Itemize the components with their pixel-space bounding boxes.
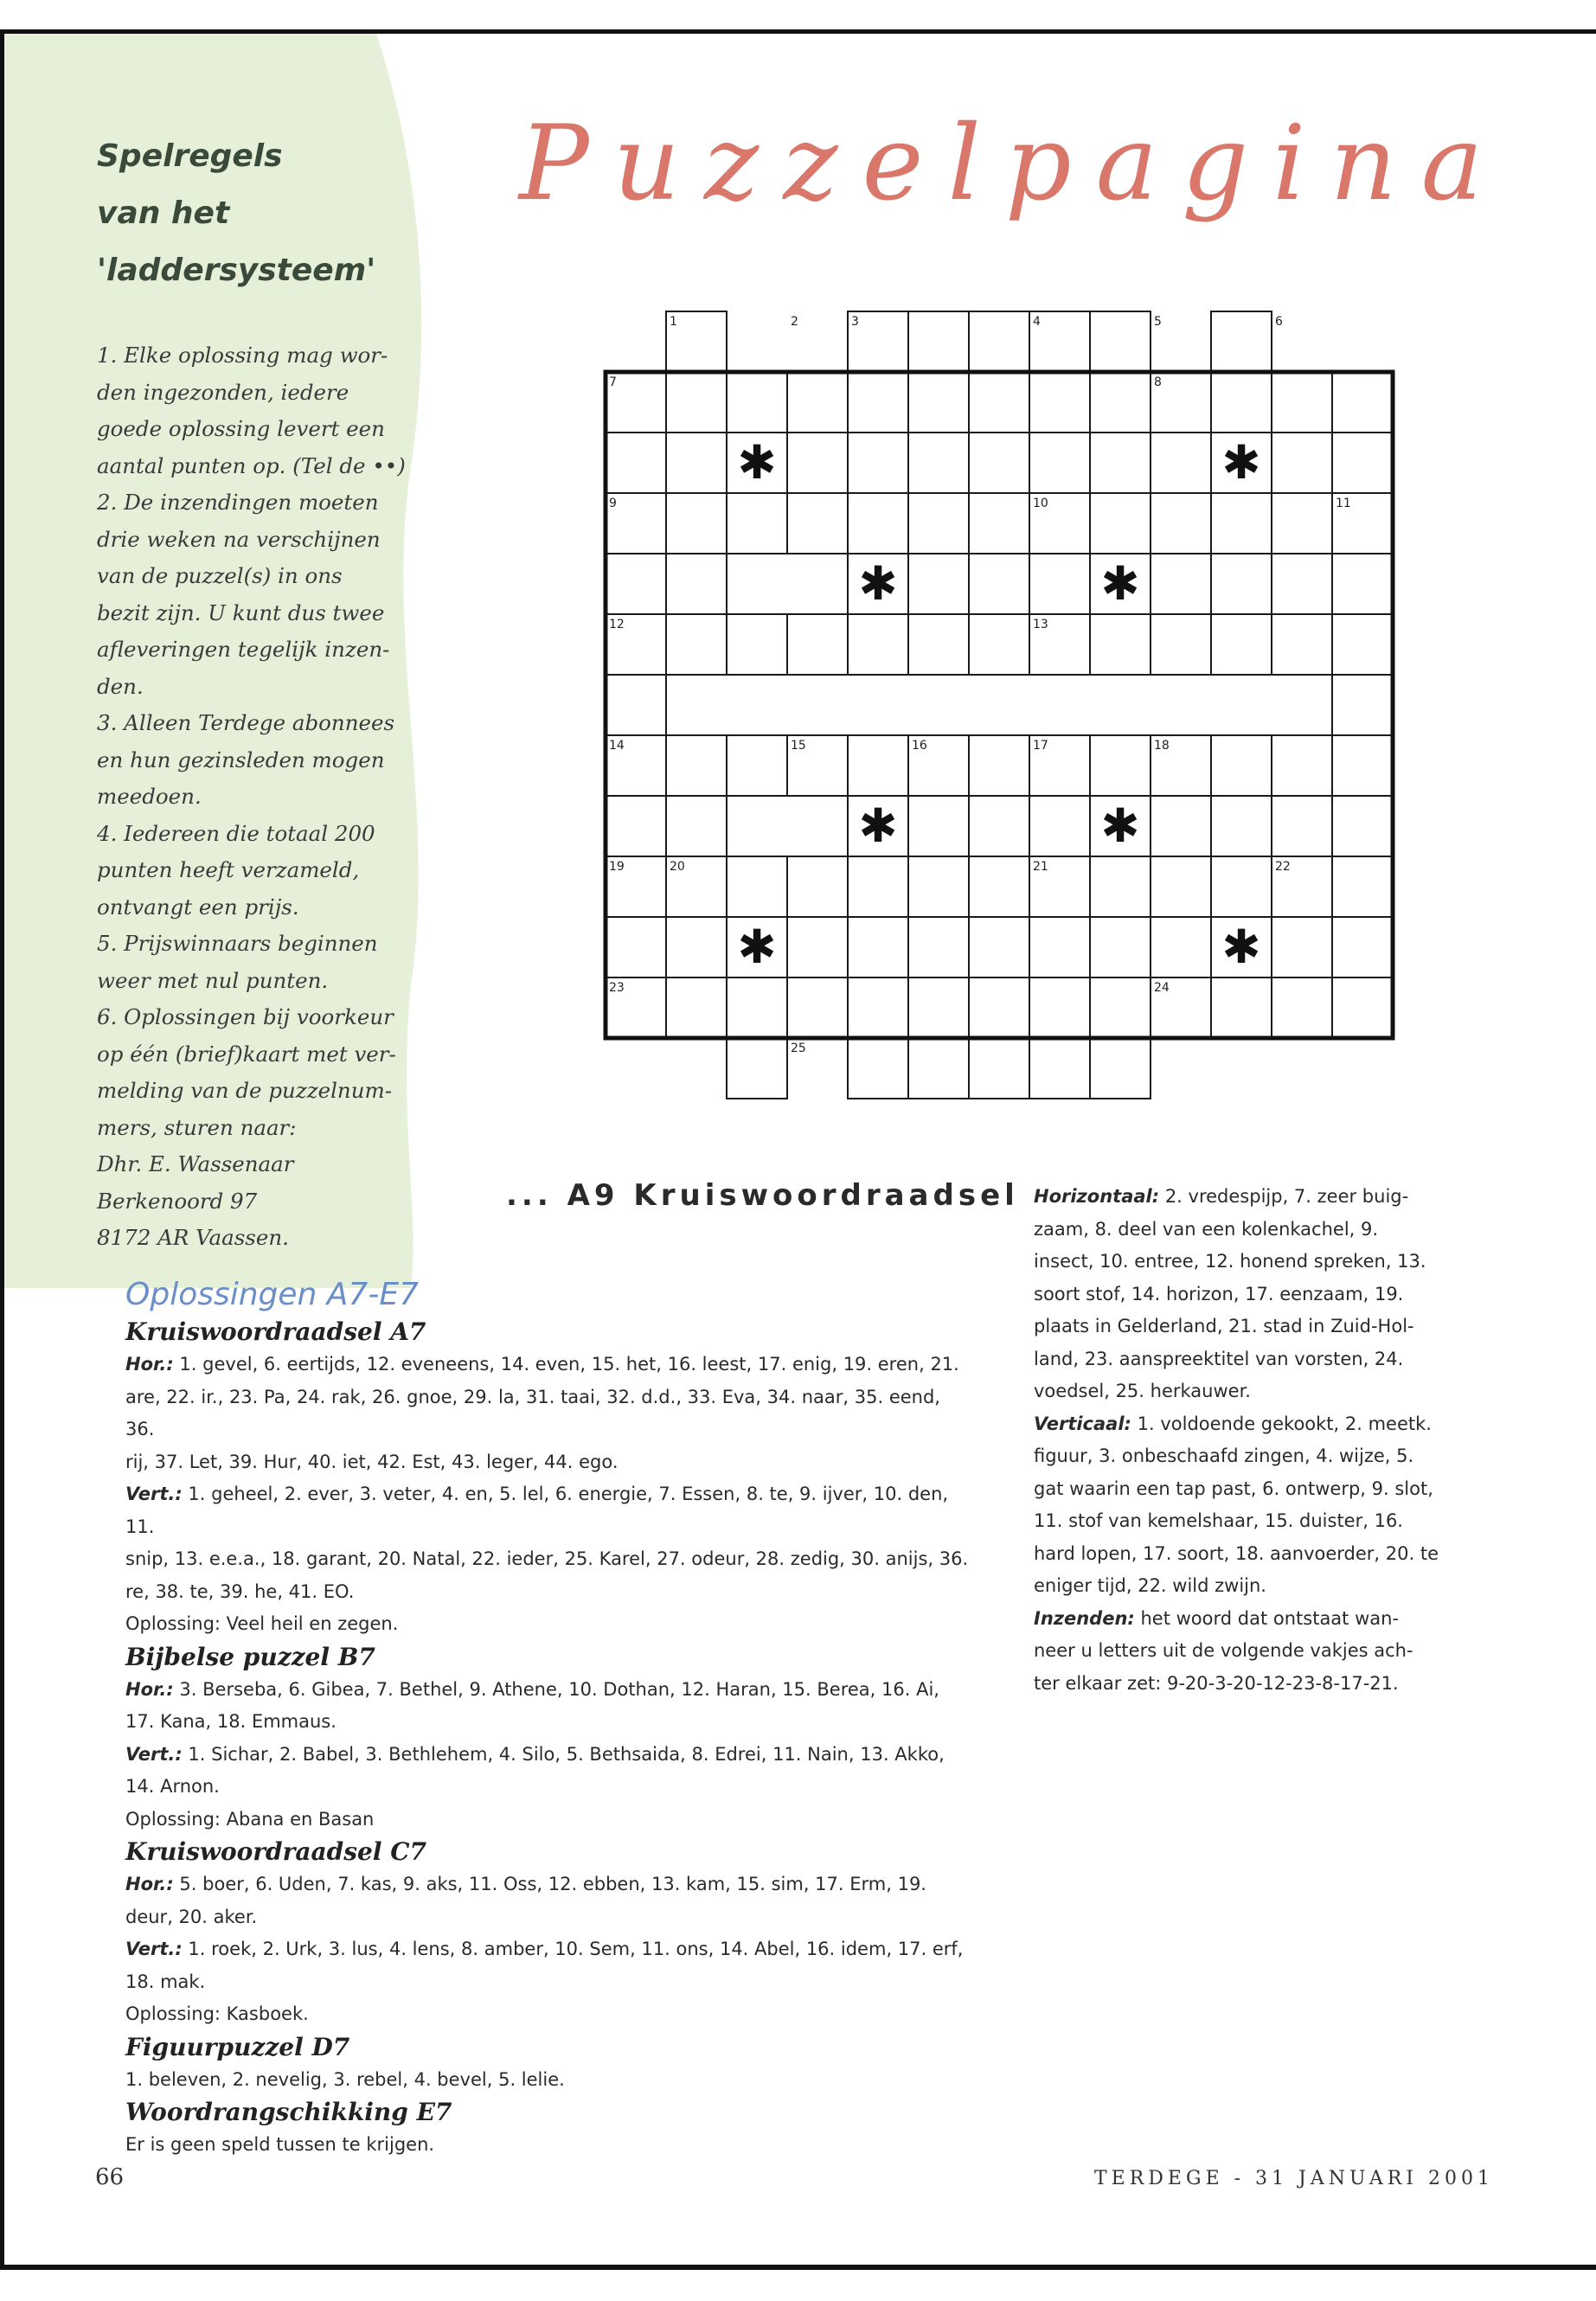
cell-number: 10 (1033, 497, 1048, 510)
grid-cell[interactable] (1090, 977, 1151, 1038)
grid-cell[interactable] (1090, 735, 1151, 796)
grid-cell[interactable] (666, 977, 727, 1038)
grid-cell[interactable] (727, 493, 787, 554)
grid-cell[interactable] (1272, 735, 1332, 796)
grid-cell[interactable] (727, 977, 787, 1038)
vert-label: Vert.: (125, 1939, 183, 1959)
grid-cell[interactable] (969, 614, 1029, 675)
solution-answer: Oplossing: Veel heil en zegen. (125, 1613, 399, 1634)
solution-text: 1. Sichar, 2. Babel, 3. Bethlehem, 4. Silo, 5. Bethsaida, 8. Edrei, 11. Nain, 13. Akko, (182, 1743, 945, 1765)
rule-line: bezit zijn. U kunt dus twee (97, 599, 385, 625)
rule-line: 6. Oplossingen bij voorkeur (97, 1004, 394, 1029)
rule-line: goede oplossing levert een (97, 416, 385, 441)
rule-line: op één (brief)kaart met ver- (97, 1041, 396, 1067)
clue-line: neer u letters uit de volgende vakjes ach- (1034, 1640, 1413, 1661)
rule-line: den ingezonden, iedere (97, 379, 349, 405)
grid-cell[interactable] (787, 856, 848, 917)
solution-heading: Figuurpuzzel D7 (125, 2032, 350, 2061)
grid-cell[interactable] (787, 433, 848, 493)
rule-line: meedoen. (97, 784, 202, 809)
solution-text: 5. boer, 6. Uden, 7. kas, 9. aks, 11. Oss, 12. ebben, 13. kam, 15. sim, 17. Erm, 19. (173, 1874, 926, 1894)
solution-line (125, 1868, 973, 1901)
clue-line: land, 23. aanspreektitel van vorsten, 24. (1034, 1348, 1404, 1369)
grid-cell[interactable] (666, 493, 727, 554)
rules-title (97, 128, 408, 299)
solutions-title: Oplossingen A7-E7 (125, 1277, 419, 1312)
grid-cell[interactable] (606, 554, 666, 614)
solution-line: are, 22. ir., 23. Pa, 24. rak, 26. gnoe, 29. la, 31. taai, 32. d.d., 33. Eva, 34. naar, 35. eend, 36. (125, 1386, 940, 1439)
grid-cell[interactable] (727, 856, 787, 917)
rule-line: 4. Iedereen die totaal 200 (97, 820, 375, 846)
rule-line: 5. Prijswinnaars beginnen (97, 931, 378, 956)
grid-cell[interactable] (1090, 856, 1151, 917)
cell-number: 9 (609, 497, 617, 510)
solution-line: snip, 13. e.e.a., 18. garant, 20. Natal, 22. ieder, 25. Karel, 27. odeur, 28. zedig, 30. anijs, 36. (125, 1548, 969, 1569)
rule-line: drie weken na verschijnen (97, 526, 381, 552)
cell-number: 6 (1275, 315, 1283, 329)
grid-cell[interactable] (1151, 856, 1211, 917)
grid-cell[interactable] (666, 614, 727, 675)
grid-cell[interactable] (1332, 614, 1393, 675)
grid-cell[interactable] (787, 493, 848, 554)
grid-cell[interactable] (908, 1038, 969, 1099)
cell-number: 3 (851, 315, 859, 329)
clue-line: 2. vredespijp, 7. zeer buig- (1159, 1186, 1409, 1207)
clue-line: zaam, 8. deel van een kolenkachel, 9. (1034, 1218, 1379, 1240)
cell-number: 17 (1033, 739, 1048, 753)
solution-line (125, 1739, 973, 1772)
grid-cell[interactable] (1029, 796, 1090, 856)
cell-number: 14 (609, 739, 625, 753)
grid-cell[interactable] (1090, 311, 1151, 372)
solution-text: 1. gevel, 6. eertijds, 12. eveneens, 14. even, 15. het, 16. leest, 17. enig, 19. eren, 21. (173, 1354, 959, 1375)
cell-number: 21 (1033, 860, 1048, 874)
address-street: Berkenoord 97 (97, 1188, 258, 1214)
clue-line: voedsel, 25. herkauwer. (1034, 1381, 1251, 1401)
clues-horizontal (1034, 1181, 1440, 1408)
crossword-grid[interactable] (597, 307, 1410, 1129)
solution-heading: Kruiswoordraadsel A7 (125, 1317, 426, 1346)
star-icon: ✱ (737, 920, 777, 974)
grid-cell[interactable] (1272, 796, 1332, 856)
solution-line: re, 38. te, 39. he, 41. EO. (125, 1580, 355, 1602)
cell-number: 8 (1154, 375, 1162, 389)
grid-cell[interactable] (787, 917, 848, 977)
grid-cell[interactable] (908, 493, 969, 554)
rules-section (97, 128, 408, 1257)
clue-line: eniger tijd, 22. wild zwijn. (1034, 1575, 1266, 1596)
cell-number: 24 (1154, 981, 1170, 995)
grid-cell[interactable] (1090, 372, 1151, 433)
cell-number: 1 (670, 315, 677, 329)
clue-line: 11. stof van kemelshaar, 15. duister, 16. (1034, 1510, 1403, 1531)
address-city: 8172 AR Vaassen. (97, 1225, 289, 1250)
cell-number: 4 (1033, 315, 1041, 329)
star-icon: ✱ (1221, 920, 1261, 974)
cell-number: 25 (791, 1042, 806, 1055)
cell-number: 19 (609, 860, 625, 874)
solution-line: 17. Kana, 18. Emmaus. (125, 1711, 337, 1732)
vert-label: Vert.: (125, 1484, 183, 1504)
grid-cell[interactable] (1332, 856, 1393, 917)
solution-heading: Kruiswoordraadsel C7 (125, 1837, 426, 1866)
top-frame (0, 0, 1596, 34)
grid-cell[interactable] (969, 917, 1029, 977)
grid-cell[interactable] (727, 735, 787, 796)
grid-cell[interactable] (606, 917, 666, 977)
grid-cell[interactable] (1332, 796, 1393, 856)
rule-line: mers, sturen naar: (97, 1114, 297, 1140)
rule-line: van de puzzel(s) in ons (97, 563, 343, 588)
grid-cell[interactable] (1029, 917, 1090, 977)
solution-heading: Bijbelse puzzel B7 (125, 1642, 375, 1671)
grid-cell[interactable] (848, 977, 908, 1038)
grid-cell[interactable] (969, 372, 1029, 433)
bottom-frame (0, 2265, 1596, 2270)
grid-cell[interactable] (1090, 1038, 1151, 1099)
clue-line: het woord dat ontstaat wan- (1134, 1607, 1400, 1629)
rules-title-line: van het (97, 195, 230, 231)
grid-cell[interactable] (969, 856, 1029, 917)
rule-line: afleveringen tegelijk inzen- (97, 637, 390, 662)
cell-number: 2 (791, 315, 798, 329)
grid-cell[interactable] (666, 433, 727, 493)
grid-cell[interactable] (1151, 917, 1211, 977)
grid-cell[interactable] (1272, 493, 1332, 554)
clue-line: 1. voldoende gekookt, 2. meetk. (1131, 1413, 1432, 1434)
grid-cell[interactable] (1090, 614, 1151, 675)
grid-cell[interactable] (1332, 433, 1393, 493)
star-icon: ✱ (1100, 798, 1140, 853)
cell-number: 18 (1154, 739, 1170, 753)
solution-text: 3. Berseba, 6. Gibea, 7. Bethel, 9. Athene, 10. Dothan, 12. Haran, 15. Berea, 16. Ai, (173, 1678, 939, 1700)
star-icon: ✱ (858, 556, 898, 611)
grid-cell[interactable] (606, 796, 666, 856)
hor-label: Hor.: (125, 1678, 174, 1700)
rule-line: en hun gezinsleden mogen (97, 747, 385, 772)
vertical-label: Verticaal: (1034, 1413, 1131, 1434)
rules-title-line: 'laddersysteem' (97, 253, 376, 288)
clue-line: figuur, 3. onbeschaafd zingen, 4. wijze, 5. (1034, 1445, 1414, 1466)
grid-cell[interactable] (1151, 433, 1211, 493)
grid-cell[interactable] (1332, 735, 1393, 796)
rule-line: den. (97, 673, 144, 699)
cell-number: 20 (670, 860, 685, 874)
cell-number: 11 (1336, 497, 1351, 510)
grid-cell[interactable] (1332, 554, 1393, 614)
solution-line: rij, 37. Let, 39. Hur, 40. iet, 42. Est, 43. leger, 44. ego. (125, 1451, 619, 1472)
clue-line: ter elkaar zet: 9-20-3-20-12-23-8-17-21. (1034, 1672, 1399, 1694)
grid-cell[interactable] (969, 311, 1029, 372)
rule-line: 3. Alleen Terdege abonnees (97, 710, 395, 735)
page-number: 66 (95, 2164, 125, 2190)
clue-line: hard lopen, 17. soort, 18. aanvoerder, 20. te (1034, 1542, 1439, 1564)
solution-answer: Oplossing: Abana en Basan (125, 1808, 375, 1830)
grid-cell[interactable] (1029, 977, 1090, 1038)
clues-vertical (1034, 1408, 1440, 1603)
grid-cell[interactable] (1272, 614, 1332, 675)
clues-section (1034, 1181, 1440, 1700)
clue-line: soort stof, 14. horizon, 17. eenzaam, 19. (1034, 1283, 1404, 1304)
grid-cell[interactable] (1332, 917, 1393, 977)
cell-number: 15 (791, 739, 806, 753)
grid-cell[interactable] (908, 796, 969, 856)
solution-heading: Woordrangschikking E7 (125, 2098, 452, 2126)
cell-number: 7 (609, 375, 617, 389)
grid-cell[interactable] (727, 614, 787, 675)
grid-cell[interactable] (969, 433, 1029, 493)
cell-number: 12 (609, 618, 625, 631)
rules-title-line: Spelregels (97, 138, 283, 174)
grid-cell[interactable] (969, 977, 1029, 1038)
grid-cell[interactable] (1151, 796, 1211, 856)
star-icon: ✱ (1221, 435, 1261, 490)
cell-number: 5 (1154, 315, 1162, 329)
rule-line: 1. Elke oplossing mag wor- (97, 343, 388, 368)
grid-cell[interactable] (848, 372, 908, 433)
grid-cell[interactable] (908, 554, 969, 614)
grid-cell[interactable] (848, 917, 908, 977)
solution-text: 1. geheel, 2. ever, 3. veter, 4. en, 5. lel, 6. energie, 7. Essen, 8. te, 9. ijver, 10. den, 11. (125, 1484, 949, 1537)
grid-cell[interactable] (1151, 493, 1211, 554)
solution-text: 1. roek, 2. Urk, 3. lus, 4. lens, 8. amber, 10. Sem, 11. ons, 14. Abel, 16. idem, 17. erf, (182, 1939, 964, 1959)
grid-cell[interactable] (666, 372, 727, 433)
grid-cell[interactable] (1332, 675, 1393, 735)
clue-line: plaats in Gelderland, 21. stad in Zuid-Hol- (1034, 1316, 1414, 1336)
clue-line: insect, 10. entree, 12. honend spreken, 13. (1034, 1251, 1426, 1272)
grid-cell[interactable] (606, 675, 666, 735)
grid-cell[interactable] (908, 977, 969, 1038)
magazine-footer: TERDEGE - 31 JANUARI 2001 (1094, 2168, 1494, 2189)
solution-line: 14. Arnon. (125, 1776, 220, 1797)
grid-cell[interactable] (1332, 372, 1393, 433)
grid-cell[interactable] (1211, 311, 1272, 372)
grid-cell[interactable] (969, 735, 1029, 796)
rule-line: aantal punten op. (Tel de ••) (97, 452, 406, 478)
grid-cell[interactable] (1332, 977, 1393, 1038)
clue-line: gat waarin een tap past, 6. ontwerp, 9. slot, (1034, 1477, 1433, 1499)
solution-line (125, 1674, 973, 1707)
grid-cell[interactable] (848, 493, 908, 554)
rule-line: 2. De inzendingen moeten (97, 490, 379, 515)
grid-cell[interactable] (1211, 493, 1272, 554)
grid-cell[interactable] (1211, 977, 1272, 1038)
grid-cell[interactable] (969, 493, 1029, 554)
grid-cell[interactable] (727, 1038, 787, 1099)
grid-cell[interactable] (1272, 917, 1332, 977)
grid-cell[interactable] (848, 735, 908, 796)
vert-label: Vert.: (125, 1743, 183, 1765)
grid-cell[interactable] (1211, 614, 1272, 675)
grid-cell[interactable] (848, 433, 908, 493)
grid-cell[interactable] (1272, 554, 1332, 614)
cell-number: 13 (1033, 618, 1048, 631)
star-icon: ✱ (1100, 556, 1140, 611)
grid-cell[interactable] (908, 856, 969, 917)
hor-label: Hor.: (125, 1354, 174, 1375)
solution-line (125, 1349, 973, 1381)
grid-cell[interactable] (666, 554, 727, 614)
solution-line: 1. beleven, 2. nevelig, 3. rebel, 4. bevel, 5. lelie. (125, 2068, 565, 2090)
rule-line: weer met nul punten. (97, 967, 329, 993)
grid-cell[interactable] (908, 372, 969, 433)
grid-cell[interactable] (848, 856, 908, 917)
grid-cell[interactable] (1090, 493, 1151, 554)
grid-cell[interactable] (1029, 372, 1090, 433)
grid-cell[interactable] (1211, 372, 1272, 433)
cell-number: 23 (609, 981, 625, 995)
solutions-section (125, 1276, 973, 2162)
grid-cell[interactable] (666, 735, 727, 796)
rule-line: punten heeft verzameld, (97, 857, 360, 882)
grid-cell[interactable] (787, 977, 848, 1038)
solution-line: 18. mak. (125, 1971, 206, 1992)
puzzle-label: ... A9 Kruiswoordraadsel (506, 1178, 1019, 1213)
grid-cell[interactable] (908, 614, 969, 675)
page-title (484, 52, 1522, 268)
star-icon: ✱ (858, 798, 898, 853)
grid-cell[interactable] (848, 614, 908, 675)
grid-cell[interactable] (727, 372, 787, 433)
cell-number: 22 (1275, 860, 1291, 874)
grid-cell[interactable] (1211, 735, 1272, 796)
grid-cell[interactable] (606, 433, 666, 493)
grid-cell[interactable] (1211, 856, 1272, 917)
grid-cell[interactable] (666, 917, 727, 977)
rule-line: melding van de puzzelnum- (97, 1078, 393, 1103)
solution-answer: Oplossing: Kasboek. (125, 2003, 309, 2024)
grid-cell[interactable] (969, 1038, 1029, 1099)
solution-line: Er is geen speld tussen te krijgen. (125, 2134, 435, 2155)
solution-line (125, 1478, 973, 1543)
grid-cell[interactable] (1029, 554, 1090, 614)
star-icon: ✱ (737, 435, 777, 490)
solution-line (125, 1933, 973, 1966)
clues-submit (1034, 1603, 1440, 1701)
grid-cell[interactable] (787, 372, 848, 433)
submit-label: Inzenden: (1034, 1607, 1135, 1629)
grid-cell[interactable] (908, 311, 969, 372)
horizontal-label: Horizontaal: (1034, 1186, 1160, 1207)
page-title-text: Puzzelpagina (519, 104, 1508, 224)
hor-label: Hor.: (125, 1874, 174, 1894)
grid-cell[interactable] (1272, 433, 1332, 493)
grid-cell[interactable] (1029, 433, 1090, 493)
grid-cell[interactable] (848, 1038, 908, 1099)
grid-cell[interactable] (1151, 554, 1211, 614)
grid-cell[interactable] (1151, 614, 1211, 675)
grid-cell[interactable] (666, 796, 727, 856)
grid-cell[interactable] (1029, 1038, 1090, 1099)
cell-number: 16 (912, 739, 927, 753)
grid-cell[interactable] (1272, 977, 1332, 1038)
address-name: Dhr. E. Wassenaar (97, 1151, 294, 1176)
grid-cell[interactable] (1272, 372, 1332, 433)
grid-cells (606, 311, 1393, 1099)
rule-line: ontvangt een prijs. (97, 894, 299, 920)
solution-line: deur, 20. aker. (125, 1906, 258, 1927)
grid-cell[interactable] (787, 614, 848, 675)
